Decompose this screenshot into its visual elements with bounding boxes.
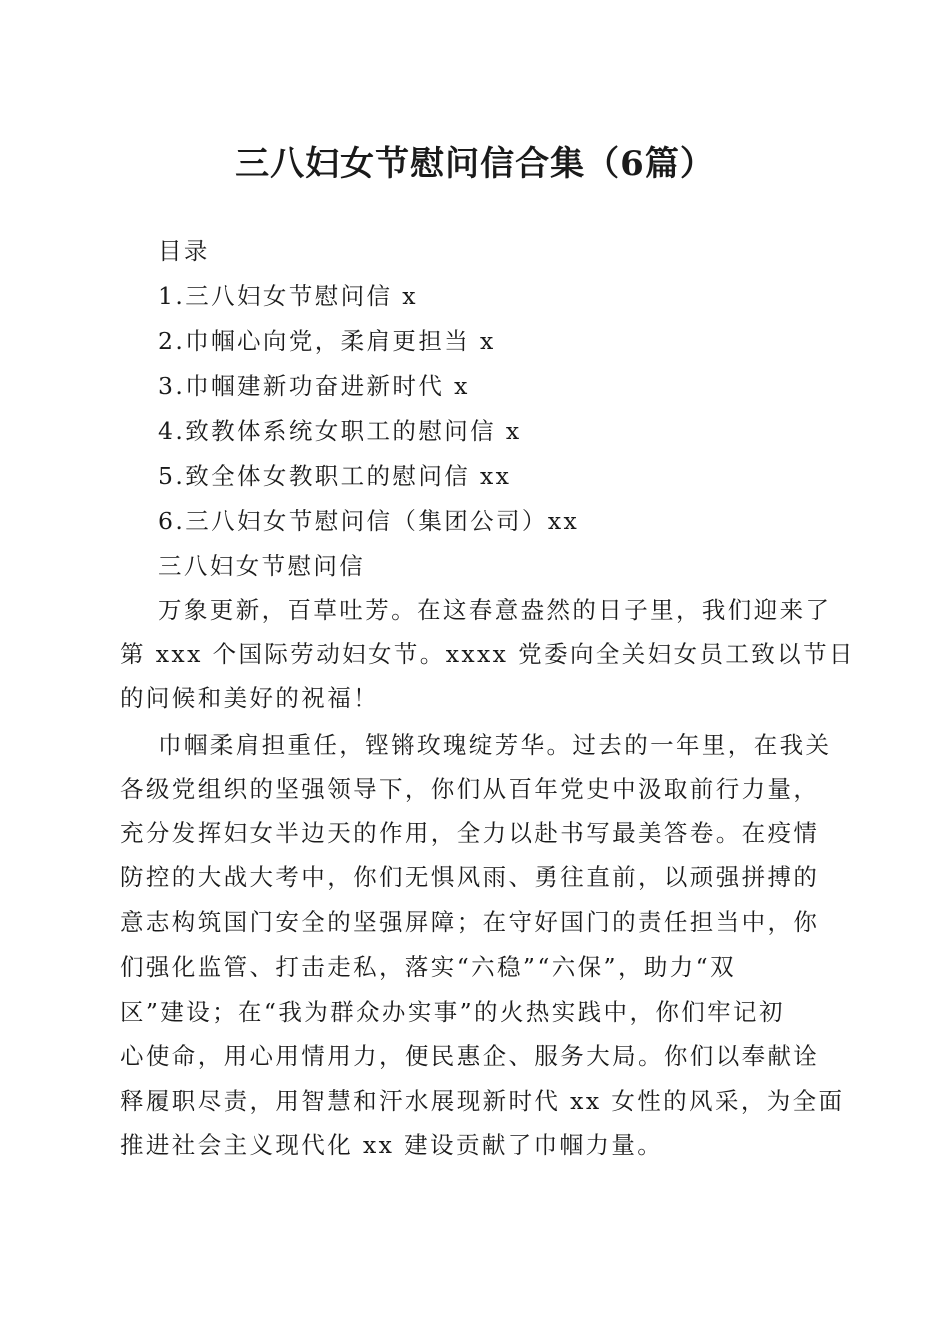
paragraph-2-line: 心使命，用心用情用力，便民惠企、服务大局。你们以奉献诠: [120, 1042, 820, 1070]
document-title: 三八妇女节慰问信合集（6篇）: [235, 144, 715, 184]
paragraph-2-line: 推进社会主义现代化 xx 建设贡献了巾帼力量。: [120, 1131, 664, 1159]
paragraph-2-line: 各级党组织的坚强领导下，你们从百年党史中汲取前行力量，: [120, 775, 820, 803]
paragraph-2-line: 释履职尽责，用智慧和汗水展现新时代 xx 女性的风采，为全面: [120, 1087, 845, 1115]
toc-item-4: 4.致教体系统女职工的慰问信 x: [158, 417, 522, 445]
toc-item-5: 5.致全体女教职工的慰问信 xx: [158, 462, 512, 490]
paragraph-1-line: 的问候和美好的祝福！: [120, 684, 379, 712]
paragraph-1-line: 第 xxx 个国际劳动妇女节。xxxx 党委向全关妇女员工致以节日: [120, 640, 855, 668]
paragraph-2-line: 们强化监管、打击走私，落实“六稳”“六保”，助力“双: [120, 953, 736, 981]
toc-heading: 目录: [158, 237, 210, 265]
paragraph-2-line: 防控的大战大考中，你们无惧风雨、勇往直前，以顽强拼搏的: [120, 863, 820, 891]
section-title: 三八妇女节慰问信: [158, 552, 366, 580]
paragraph-2-line: 巾帼柔肩担重任，铿锵玫瑰绽芳华。过去的一年里，在我关: [158, 731, 832, 759]
paragraph-2-line: 充分发挥妇女半边天的作用，全力以赴书写最美答卷。在疫情: [120, 819, 820, 847]
paragraph-2-line: 意志构筑国门安全的坚强屏障；在守好国门的责任担当中，你: [120, 908, 820, 936]
toc-item-3: 3.巾帼建新功奋进新时代 x: [158, 372, 470, 400]
toc-item-1: 1.三八妇女节慰问信 x: [158, 282, 418, 310]
paragraph-1-line: 万象更新，百草吐芳。在这春意盎然的日子里，我们迎来了: [158, 596, 832, 624]
paragraph-2-line: 区”建设；在“我为群众办实事”的火热实践中，你们牢记初: [120, 998, 785, 1026]
toc-item-2: 2.巾帼心向党，柔肩更担当 x: [158, 327, 496, 355]
toc-item-6: 6.三八妇女节慰问信（集团公司）xx: [158, 507, 580, 535]
